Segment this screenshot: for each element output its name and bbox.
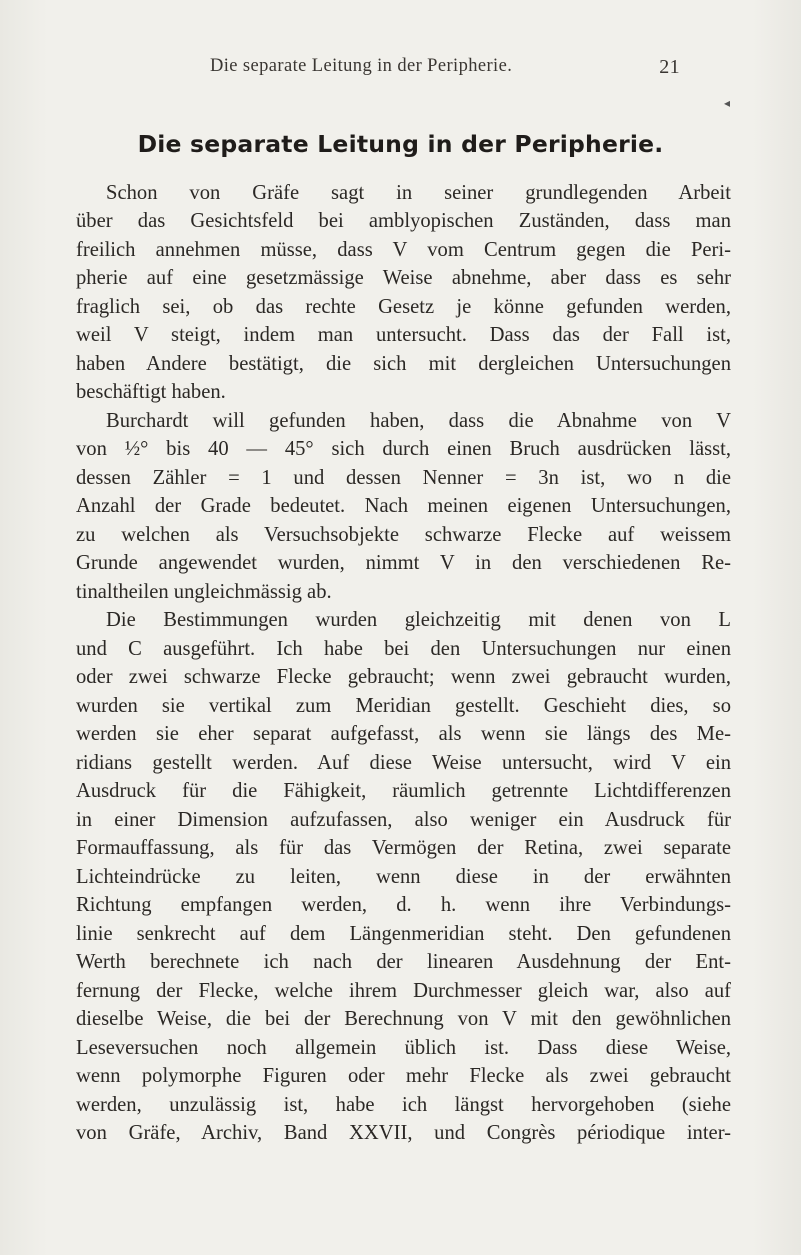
text-line: wurden sie vertikal zum Meridian gestellt. Geschieht dies, so <box>76 695 731 717</box>
margin-mark-icon: ◂ <box>724 96 731 110</box>
text-line: Grunde angewendet wurden, nimmt V in den verschiedenen Re- <box>76 552 731 574</box>
text-line: Ausdruck für die Fähigkeit, räumlich getrennte Lichtdifferenzen <box>76 780 731 802</box>
text-line: Leseversuchen noch allgemein üblich ist. Dass diese Weise, <box>76 1037 731 1059</box>
text-line: tinaltheilen ungleichmässig ab. <box>76 581 332 603</box>
text-line: Anzahl der Grade bedeutet. Nach meinen eigenen Untersuchungen, <box>76 495 731 517</box>
text-line: haben Andere bestätigt, die sich mit dergleichen Untersuchungen <box>76 353 731 375</box>
text-line: ridians gestellt werden. Auf diese Weise untersucht, wird V ein <box>76 752 731 774</box>
text-line: oder zwei schwarze Flecke gebraucht; wenn zwei gebraucht wurden, <box>76 666 731 688</box>
text-line: wenn polymorphe Figuren oder mehr Flecke als zwei gebraucht <box>76 1065 731 1087</box>
text-line: fernung der Flecke, welche ihrem Durchmesser gleich war, also auf <box>76 980 731 1002</box>
page-number: 21 <box>659 56 680 78</box>
text-line: weil V steigt, indem man untersucht. Dass das der Fall ist, <box>76 324 731 346</box>
text-line: dieselbe Weise, die bei der Berechnung von V mit den gewöhnlichen <box>76 1008 731 1030</box>
text-line: beschäftigt haben. <box>76 381 226 403</box>
text-line: zu welchen als Versuchsobjekte schwarze Flecke auf weissem <box>76 524 731 546</box>
text-line: werden, unzulässig ist, habe ich längst hervorgehoben (siehe <box>76 1094 731 1116</box>
text-line: Lichteindrücke zu leiten, wenn diese in der erwähnten <box>76 866 731 888</box>
text-line: Werth berechnete ich nach der linearen Ausdehnung der Ent- <box>76 951 731 973</box>
text-line: werden sie eher separat aufgefasst, als wenn sie längs des Me- <box>76 723 731 745</box>
text-line: und C ausgeführt. Ich habe bei den Untersuchungen nur einen <box>76 638 731 660</box>
text-line: Formauffassung, als für das Vermögen der Retina, zwei separate <box>76 837 731 859</box>
text-line: in einer Dimension aufzufassen, also weniger ein Ausdruck für <box>76 809 731 831</box>
text-line: Richtung empfangen werden, d. h. wenn ihre Verbindungs- <box>76 894 731 916</box>
text-line: Schon von Gräfe sagt in seiner grundlegenden Arbeit <box>106 182 731 204</box>
text-line: Die Bestimmungen wurden gleichzeitig mit denen von L <box>106 609 731 631</box>
text-line: Burchardt will gefunden haben, dass die Abnahme von V <box>106 410 731 432</box>
text-line: von Gräfe, Archiv, Band XXVII, und Congrès périodique inter- <box>76 1122 731 1144</box>
text-line: freilich annehmen müsse, dass V vom Centrum gegen die Peri- <box>76 239 731 261</box>
text-line: von ½° bis 40 — 45° sich durch einen Bruch ausdrücken lässt, <box>76 438 731 460</box>
text-line: linie senkrecht auf dem Längenmeridian steht. Den gefundenen <box>76 923 731 945</box>
text-line: pherie auf eine gesetzmässige Weise abnehme, aber dass es sehr <box>76 267 731 289</box>
text-line: dessen Zähler = 1 und dessen Nenner = 3n ist, wo n die <box>76 467 731 489</box>
section-title: Die separate Leitung in der Peripherie. <box>137 130 664 158</box>
running-head-title: Die separate Leitung in der Peripherie. <box>210 56 513 76</box>
text-line: fraglich sei, ob das rechte Gesetz je könne gefunden werden, <box>76 296 731 318</box>
text-line: über das Gesichtsfeld bei amblyopischen Zuständen, dass man <box>76 210 731 232</box>
